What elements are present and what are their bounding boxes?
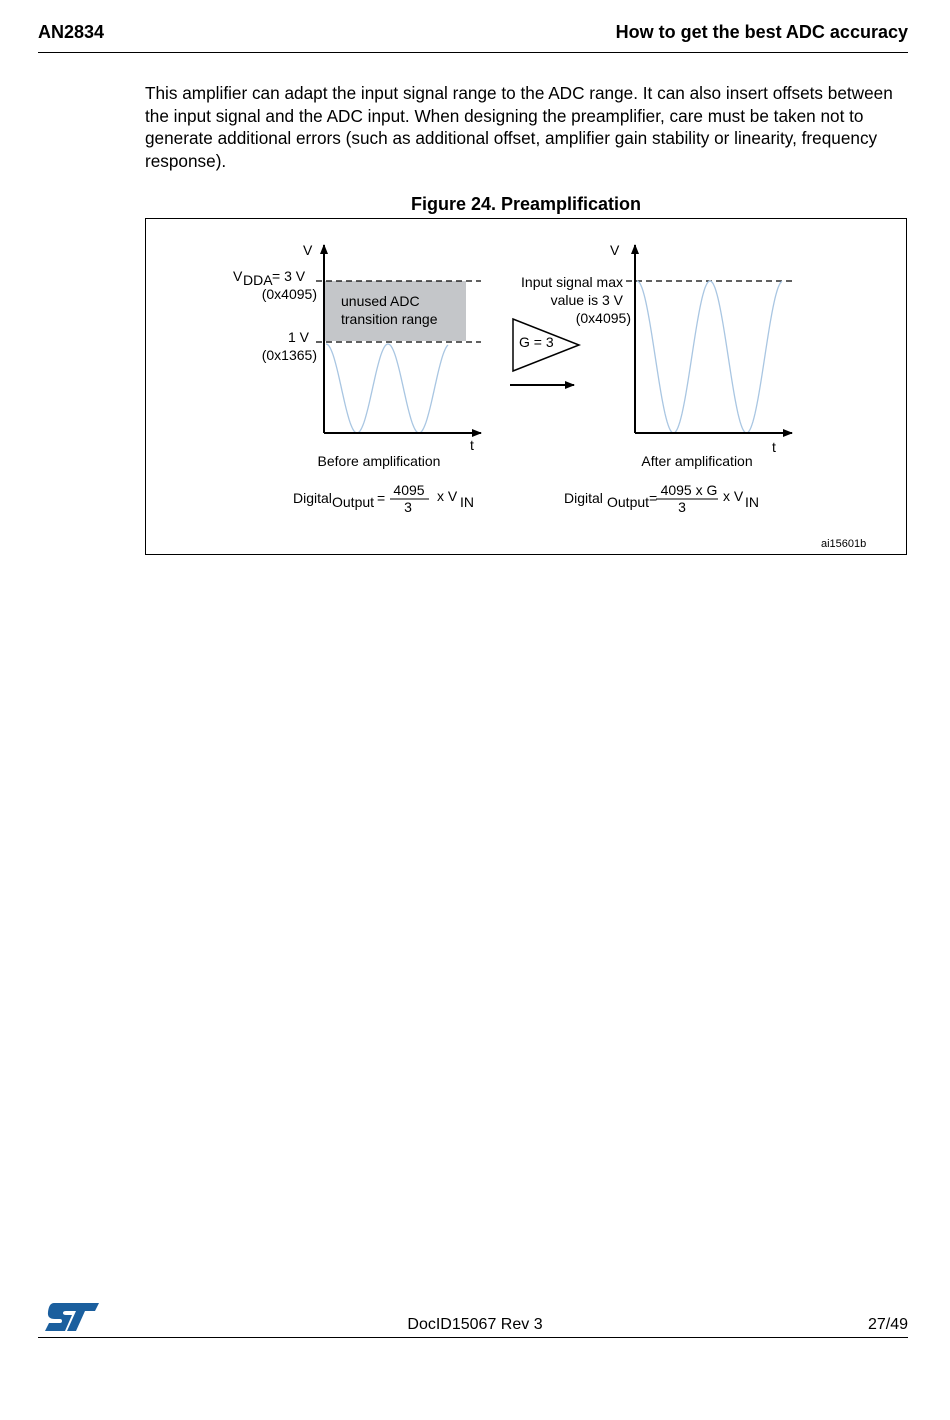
unused-range-line2: transition range [341, 311, 438, 327]
after-signal-wave [637, 281, 782, 433]
vdda-label-sub: DDA [243, 272, 273, 288]
before-eq-equals: = [377, 490, 386, 506]
after-max-line2: value is 3 V [550, 292, 623, 308]
after-eq-digital: Digital [564, 490, 603, 506]
after-caption: After amplification [641, 453, 753, 469]
figure-box [145, 218, 907, 555]
footer-page-number: 27/49 [867, 1316, 908, 1333]
vdda-hex: (0x4095) [261, 286, 317, 302]
amplifier-gain-label: G = 3 [519, 334, 554, 350]
after-eq-denominator: 3 [678, 499, 686, 515]
after-v-axis-label: V [610, 242, 620, 258]
before-equation [293, 482, 474, 515]
one-v-hex: (0x1365) [261, 347, 317, 363]
header-rule [38, 52, 908, 53]
footer-doc-id: DocID15067 Rev 3 [407, 1316, 543, 1333]
body-paragraph: This amplifier can adapt the input signal range to the ADC range. It can also insert offsets between the input signal and the ADC input. When designing the preamplifier, care must be taken not to generate additional errors (such as additional offset, amplifier gain stability or linearity, frequency response). [145, 83, 893, 171]
before-eq-denominator: 3 [404, 499, 412, 515]
after-equation [564, 482, 759, 515]
before-eq-digital: Digital [293, 490, 332, 506]
after-max-line1: Input signal max [521, 274, 623, 290]
before-caption: Before amplification [317, 453, 441, 469]
before-eq-in: IN [460, 494, 474, 510]
after-eq-numerator: 4095 x G [660, 482, 718, 498]
after-eq-xv: x V [723, 488, 744, 504]
vdda-label-main: V [233, 268, 243, 284]
after-eq-output: Output [607, 494, 650, 510]
preamplification-diagram [146, 219, 908, 556]
before-eq-numerator: 4095 [393, 482, 425, 498]
header-doc-code: AN2834 [38, 22, 105, 42]
figure-id: ai15601b [821, 538, 867, 550]
after-max-hex: (0x4095) [575, 310, 631, 326]
footer-rule [38, 1337, 908, 1338]
vdda-value: = 3 V [272, 268, 306, 284]
before-signal-wave [326, 344, 448, 433]
before-eq-output: Output [332, 494, 375, 510]
header-section-title: How to get the best ADC accuracy [615, 22, 908, 42]
one-v-label: 1 V [287, 329, 309, 345]
before-eq-xv: x V [437, 488, 458, 504]
before-v-axis-label: V [303, 242, 313, 258]
after-t-axis-label: t [772, 439, 776, 455]
after-eq-in: IN [745, 494, 759, 510]
before-t-axis-label: t [470, 437, 474, 453]
figure-title: Figure 24. Preamplification [410, 194, 642, 214]
unused-range-line1: unused ADC [341, 293, 420, 309]
after-eq-equals: = [649, 490, 658, 506]
